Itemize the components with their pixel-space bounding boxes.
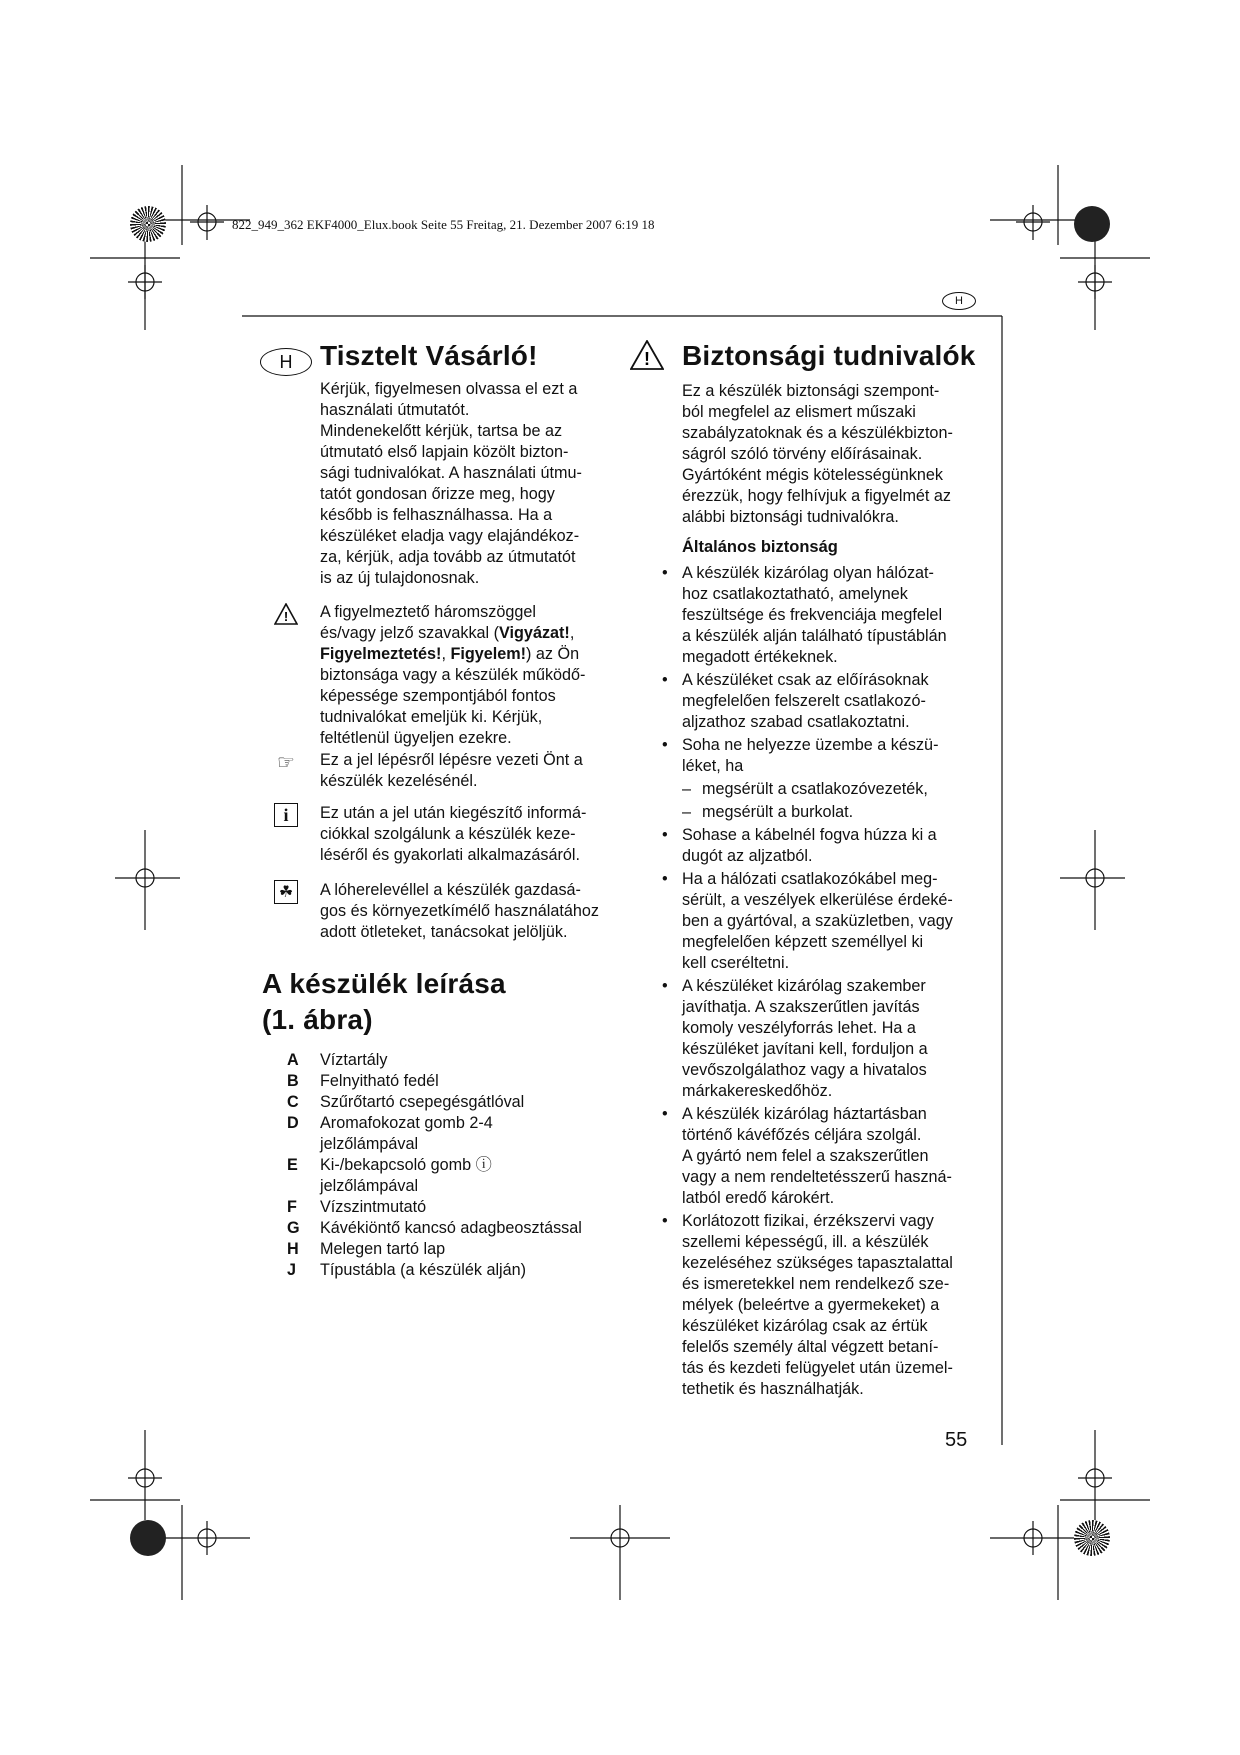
- list-item: H Melegen tartó lap: [287, 1240, 446, 1258]
- list-item: • Korlátozott fizikai, érzékszervi vagy szellemi képességű, ill. a készülék kezeléséhez szükséges tapasztalattal és ismeretekkel nem rendelkező sze- mélyek (beleértve a gyermekeket) a készüléket kizárólag csak az értük felelős személy által végzett betaní- tás és kezdeti felügyelet után üzemel- tethetik és használhatják.: [662, 1212, 953, 1398]
- warning-note: A figyelmeztető háromszöggel és/vagy jelző szavakkal (Vigyázat!, Figyelmeztetés!, Figyelem!) az Ön biztonsága vagy a készülék működő- képessége szempontjából fontos tudnivalókat emeljük ki. Kérjük, feltétlenül ügyeljen ezekre.: [320, 603, 586, 747]
- list-item: F Vízszintmutató: [287, 1198, 427, 1216]
- list-item: J Típustábla (a készülék alján): [287, 1261, 527, 1279]
- list-item: B Felnyitható fedél: [287, 1072, 439, 1090]
- step-note: Ez a jel lépésről lépésre vezeti Önt a készülék kezelésénél.: [320, 751, 583, 790]
- pointing-hand-icon: ☞: [277, 751, 295, 774]
- list-item: • Ha a hálózati csatlakozókábel meg- sérült, a veszélyek elkerülése érdeké- ben a gyártóval, a szaküzletben, vagy megfelelően képzett személlyel ki kell cseréltetni.: [662, 870, 953, 972]
- language-badge: H: [942, 292, 976, 310]
- list-item: A Víztartály: [287, 1051, 388, 1069]
- list-item: • A készüléket csak az előírásoknak megfelelően felszerelt csatlakozó- aljzathoz szabad csatlakoztatni.: [662, 671, 929, 731]
- safety-title: Biztonsági tudnivalók: [682, 340, 976, 371]
- description-title-line-2: (1. ábra): [262, 1004, 373, 1035]
- list-item: • A készüléket kizárólag szakember javíthatja. A szakszerűtlen javítás komoly veszélyforrás lehet. Ha a készüléket javítani kell, forduljon a vevőszolgálathoz vagy a hivatalos márkakereskedőhöz.: [662, 977, 928, 1100]
- list-item: • Sohase a kábelnél fogva húzza ki a dugót az aljzatból.: [662, 826, 937, 865]
- registration-wheel-icon: [130, 206, 166, 242]
- list-item: • A készülék kizárólag háztartásban történő kávéfőzés céljára szolgál. A gyártó nem felel a szakszerűtlen vagy a nem rendeltetésszerű haszná- latból eredő károkért.: [662, 1105, 952, 1207]
- description-title-line-1: A készülék leírása: [262, 968, 506, 999]
- registration-disc-icon: [1074, 206, 1110, 242]
- safety-intro: Ez a készülék biztonsági szempont- ból megfelel az elismert műszaki szabályzatoknak és a készülékbizton- ságról szóló törvény előírásainak. Gyártóként mégis kötelességünknek érezzük, hogy felhívjuk a figyelmét az alábbi biztonsági tudnivalókra.: [682, 382, 953, 526]
- general-safety-heading: Általános biztonság: [682, 538, 838, 556]
- safety-bullet-list: [662, 563, 982, 1402]
- clover-note: A lóherelevéllel a készülék gazdasá- gos és környezetkímélő használatához adott ötleteket, tanácsokat jelöljük.: [320, 881, 599, 941]
- warning-triangle-icon: [274, 602, 298, 626]
- welcome-title: Tisztelt Vásárló!: [320, 340, 538, 371]
- registration-disc-icon: [130, 1520, 166, 1556]
- list-item: • A készülék kizárólag olyan hálózat- hoz csatlakoztatható, amelynek feszültsége és frekvenciája megfelel a készülék alján található típustáblán megadott értékeknek.: [662, 564, 947, 666]
- list-item: D Aromafokozat gomb 2-4 jelzőlámpával: [287, 1114, 493, 1153]
- info-note: Ez után a jel után kiegészítő informá- ciókkal szolgálunk a készülék keze- léséről és gyakorlati alkalmazásáról.: [320, 804, 587, 864]
- list-item: G Kávékiöntő kancsó adagbeosztással: [287, 1219, 582, 1237]
- svg-text:!: !: [283, 609, 289, 624]
- registration-wheel-icon: [1074, 1520, 1110, 1556]
- page-number: 55: [945, 1429, 968, 1451]
- info-icon: i: [274, 803, 298, 827]
- welcome-para-2: Mindenekelőtt kérjük, tartsa be az útmutató első lapjain közölt bizton- sági tudnivalókat. A használati útmu- tatót gondosan őrizze meg, hogy később is felhasználhassa. Ha a készüléket eladja vagy elajándékoz- za, kérjük, adja tovább az útmutatót is az új tulajdonosnak.: [320, 422, 582, 587]
- file-info-header: 822_949_362 EKF4000_Elux.book Seite 55 Freitag, 21. Dezember 2007 6:19 18: [232, 217, 655, 232]
- clover-leaf-icon: ☘: [274, 880, 298, 904]
- sub-list-item: – megsérült a burkolat.: [682, 803, 854, 821]
- welcome-para-1: Kérjük, figyelmesen olvassa el ezt a használati útmutatót.: [320, 380, 578, 419]
- list-item: C Szűrőtartó csepegésgátlóval: [287, 1093, 525, 1111]
- section-language-badge: H: [260, 348, 312, 376]
- sub-list-item: – megsérült a csatlakozóvezeték,: [682, 780, 928, 798]
- warning-triangle-icon: [630, 340, 664, 375]
- svg-text:!: !: [644, 349, 650, 369]
- parts-list: [262, 1050, 642, 1281]
- list-item: E Ki-/bekapcsoló gomb ⓘ jelzőlámpával: [287, 1156, 492, 1195]
- list-item: • Soha ne helyezze üzembe a készü- léket, ha: [662, 736, 939, 775]
